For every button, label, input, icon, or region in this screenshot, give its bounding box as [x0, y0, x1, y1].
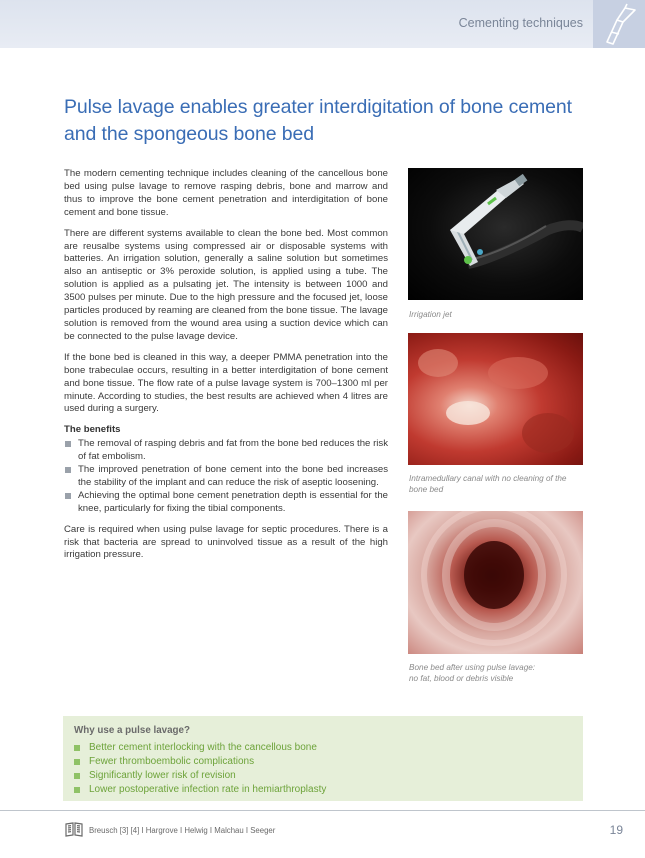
benefit-item: The removal of rasping debris and fat from the bone bed reduces the risk of fat embolism. [64, 438, 388, 464]
why-item: Better cement interlocking with the cancellous bone [74, 741, 326, 755]
paragraph-intro: The modern cementing technique includes cleaning of the cancellous bone bed using pulse lavage to remove rasping debris, bone and marrow and thus to improve the bone cement penetration and interdigitation of bone cement and bone tissue. [64, 168, 388, 218]
why-box-title: Why use a pulse lavage? [74, 725, 190, 736]
figure-caption-uncleaned: Intramedullary canal with no cleaning of the bone bed [409, 474, 567, 494]
pulse-lavage-device-illustration [408, 168, 583, 300]
benefit-item: The improved penetration of bone cement into the bone bed increases the stability of the implant and can reduce the risk of aseptic loosening. [64, 464, 388, 490]
paragraph-penetration: If the bone bed is cleaned in this way, a deeper PMMA penetration into the bone trabeculae occurs, resulting in a better interdigitation of bone cement and bone tissue. The flow rate of a pulse lavage system is 700–1300 ml per minute. According to studies, the best results are achieved when 4 litres are used during a surgery. [64, 351, 388, 415]
why-use-pulse-lavage-box [63, 716, 583, 801]
header-band [0, 0, 645, 48]
figure-caption-irrigation-jet: Irrigation jet [409, 310, 452, 319]
tissue-texture [408, 333, 583, 465]
footer-references: Breusch [3] [4] I Hargrove I Helwig I Malchau I Seeger [89, 826, 276, 835]
square-bullet-icon [74, 745, 80, 751]
page-headline: Pulse lavage enables greater interdigitation of bone cement and the spongeous bone bed [64, 96, 572, 145]
intramedullary-canal-uncleaned-photo [408, 333, 583, 465]
cement-gun-icon [599, 2, 639, 46]
irrigation-jet-photo [408, 168, 583, 300]
square-bullet-icon [65, 467, 71, 473]
bone-canal-texture [408, 511, 583, 654]
square-bullet-icon [74, 759, 80, 765]
open-book-icon [64, 821, 84, 842]
bone-bed-after-lavage-photo [408, 511, 583, 654]
why-item: Fewer thromboembolic complications [74, 755, 326, 769]
square-bullet-icon [65, 493, 71, 499]
figure-caption-after-lavage: Bone bed after using pulse lavage: no fat, blood or debris visible [409, 663, 536, 683]
paragraph-septic-caution: Care is required when using pulse lavage for septic procedures. There is a risk that bacteria are spread to uninvolved tissue as a result of the high irrigation pressure. [64, 523, 388, 561]
section-title: Cementing techniques [458, 16, 583, 30]
benefits-list [64, 438, 388, 515]
benefits-heading: The benefits [64, 424, 121, 436]
benefit-item: Achieving the optimal bone cement penetration depth is essential for the knee, particularly for fixing the tibial components. [64, 490, 388, 516]
why-box-list [74, 741, 326, 797]
why-item: Lower postoperative infection rate in hemiarthroplasty [74, 783, 326, 797]
square-bullet-icon [74, 787, 80, 793]
footer-divider [0, 810, 645, 811]
why-item: Significantly lower risk of revision [74, 769, 326, 783]
body-column [64, 168, 388, 570]
paragraph-systems: There are different systems available to clean the bone bed. Most common are reusalbe systems using compressed air or disposable systems with batteries. An irrigation solution, generally a saline solution but sometimes also an antiseptic or 3% peroxide solution, is applied using a tube. The solution is applied as a pulsating jet. The intensity is between 1000 and 3500 pulses per minute. Due to the high pressure and the focused jet, loose particles produced by reaming are cleaned from the bone tissue. The lavage solution is removed from the wound area using a suction device which can be connected to the pulse lavage device. [64, 227, 388, 342]
square-bullet-icon [65, 441, 71, 447]
square-bullet-icon [74, 773, 80, 779]
page-number: 19 [609, 823, 623, 837]
section-icon-box [593, 0, 645, 48]
